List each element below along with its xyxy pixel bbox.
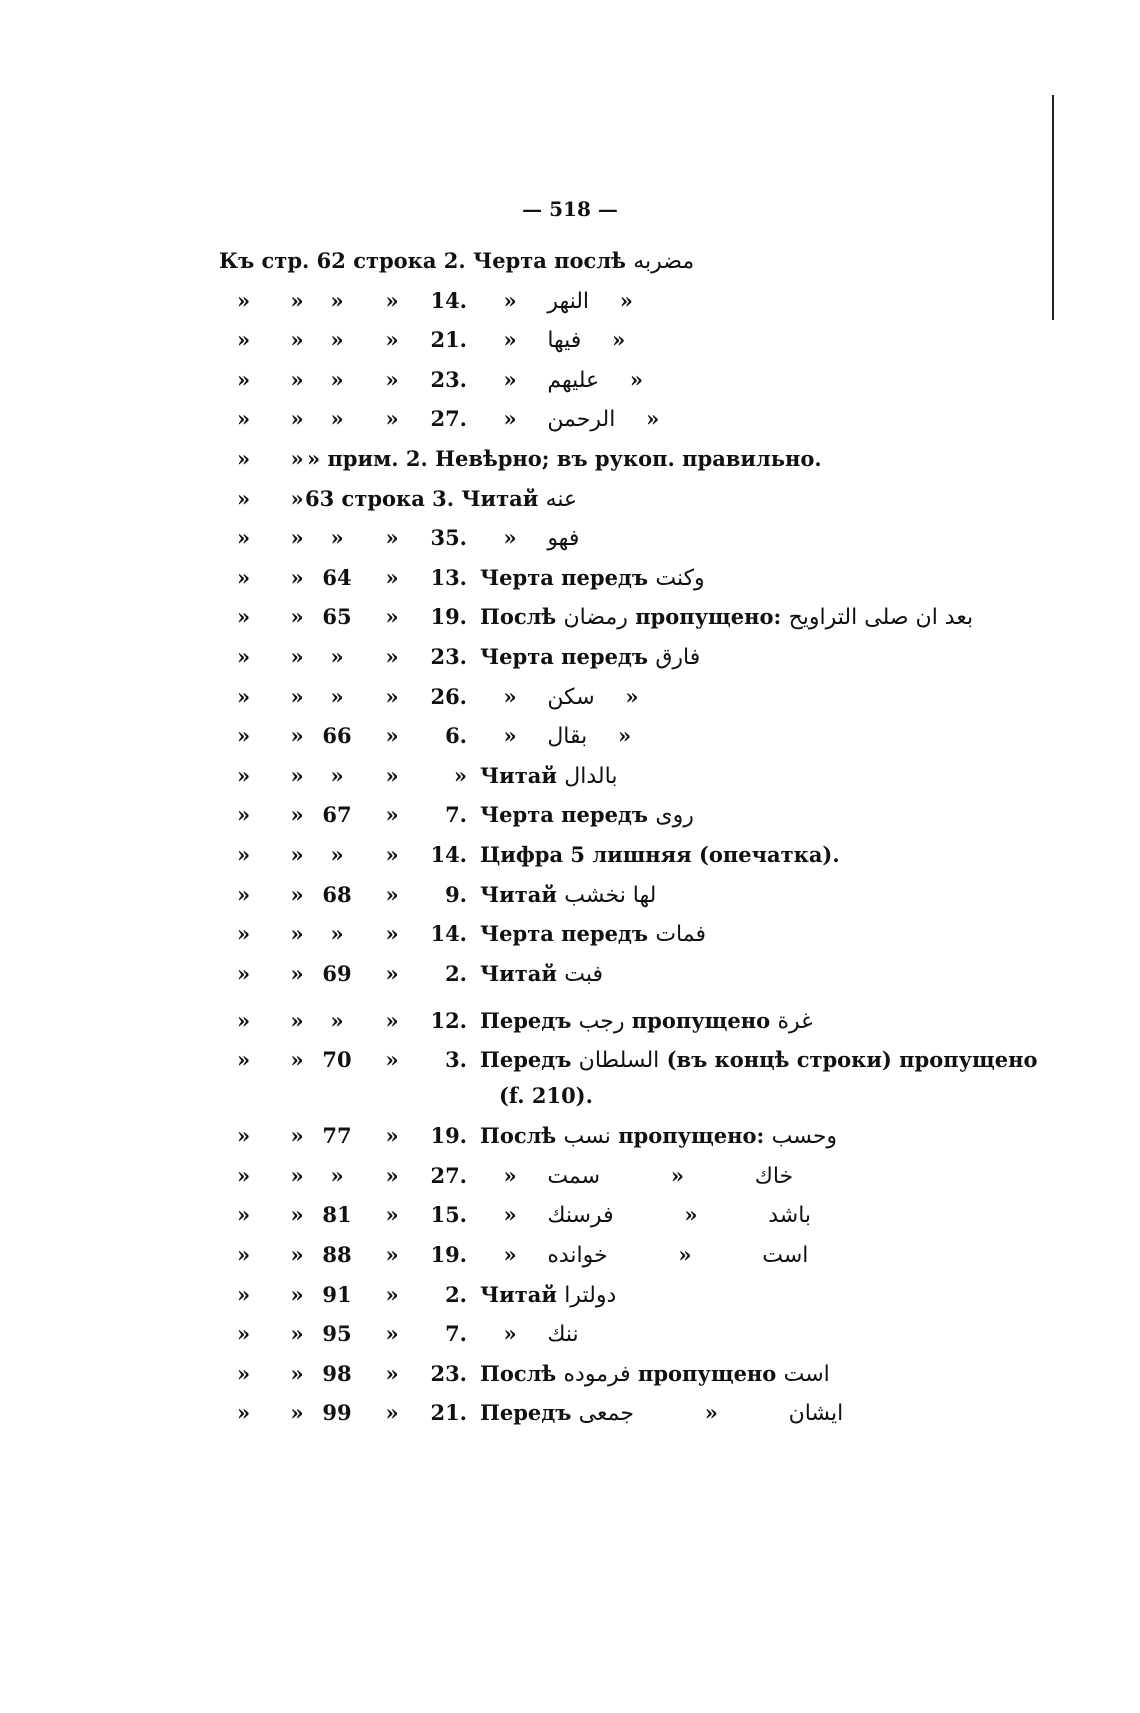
ditto-mark: » [385, 1047, 399, 1073]
arabic-word: رمضان [563, 605, 628, 631]
page-ref: » [330, 921, 344, 947]
ditto-mark: » [629, 366, 644, 392]
correction-label: (въ концѣ строки) пропущено [666, 1047, 1038, 1073]
correction-text [480, 644, 700, 670]
ditto-mark: » [503, 683, 517, 709]
page-ref: 66 [322, 723, 352, 749]
correction-text [307, 446, 822, 471]
correction-text [480, 1008, 813, 1034]
ditto-mark: » [290, 1047, 304, 1073]
ditto-mark: » [237, 564, 251, 590]
ditto-mark: » [290, 762, 304, 788]
errata-row [237, 525, 1017, 565]
page-ref: 99 [322, 1400, 352, 1426]
ditto-mark: » [503, 287, 517, 313]
ref-text: Къ стр. [219, 248, 310, 273]
line-number: 7. [445, 802, 467, 828]
arabic-word: فمات [655, 922, 706, 948]
ditto-mark: » [385, 960, 399, 986]
correction-text [480, 921, 706, 947]
ditto-mark: » [237, 762, 251, 788]
errata-row [237, 961, 1017, 1008]
ditto-mark: » [385, 604, 399, 630]
errata-list [219, 248, 1038, 1440]
ditto-mark: » [385, 406, 399, 432]
line-number: 21. [430, 1400, 467, 1426]
ditto-mark: » [625, 683, 639, 709]
line-number: 26. [430, 683, 467, 709]
ditto-mark: » [385, 327, 399, 353]
ditto-mark: » [237, 643, 251, 669]
page-ref: 70 [322, 1047, 352, 1073]
arabic-word: عنه [545, 486, 578, 512]
continuation-text: (f. 210). [499, 1083, 593, 1109]
ditto-mark: » [237, 683, 251, 709]
line-number: 9. [445, 881, 467, 907]
ditto-mark: » [385, 1162, 399, 1188]
arabic-word: خاك [754, 1163, 794, 1189]
correction-text [480, 723, 655, 749]
correction-label: Черта передъ [480, 643, 649, 669]
page-ref: 62 [316, 248, 346, 273]
arabic-word: است [783, 1361, 830, 1387]
correction-text [480, 1282, 616, 1308]
correction-label: Черта передъ [480, 564, 649, 590]
ditto-mark: » [290, 366, 304, 392]
line-number: 21. [430, 327, 467, 353]
arabic-word: خوانده [547, 1243, 608, 1269]
arabic-word: سكن [547, 684, 595, 710]
line-number: 19. [430, 604, 467, 630]
ditto-mark: » [385, 643, 399, 669]
errata-row [237, 288, 1017, 328]
ditto-mark: » [290, 683, 304, 709]
arabic-word: فرسنك [547, 1203, 614, 1229]
ditto-mark: » [385, 525, 399, 551]
ditto-mark: » [237, 841, 251, 867]
errata-row [237, 882, 1017, 922]
ditto-mark: » [237, 1007, 251, 1033]
ditto-mark: » [290, 802, 304, 828]
ditto-mark: » [237, 604, 251, 630]
ditto-mark: » [290, 1400, 304, 1426]
ditto-mark: » [290, 881, 304, 907]
ditto-mark: » [503, 525, 517, 551]
errata-row [237, 604, 1017, 644]
arabic-word: الرحمن [547, 407, 616, 433]
correction-label: Читай [480, 881, 557, 907]
line-number: 6. [445, 723, 467, 749]
ditto-mark: » [290, 525, 304, 551]
errata-row [237, 367, 1017, 407]
ditto-mark: » [237, 287, 251, 313]
correction-text [480, 1321, 579, 1347]
correction-text [480, 525, 579, 551]
correction-label: пропущено [637, 1360, 777, 1386]
ditto-mark: » [237, 1162, 251, 1188]
ditto-mark: » [237, 1047, 251, 1073]
ditto-mark: » [237, 445, 251, 471]
ditto-mark: » [290, 1007, 304, 1033]
page-ref: » [330, 643, 344, 669]
ditto-mark: » [503, 327, 517, 353]
errata-row [237, 486, 1017, 526]
page-ref: » [330, 525, 344, 551]
ditto-mark: » [290, 1242, 304, 1268]
ditto-mark: » [385, 683, 399, 709]
arabic-word: ايشان [788, 1401, 844, 1427]
line-number: » [453, 762, 467, 788]
correction-text [480, 684, 662, 710]
page-ref: 64 [322, 564, 352, 590]
errata-row [237, 446, 1017, 486]
ditto-mark: » [503, 723, 517, 749]
ditto-mark: » [237, 802, 251, 828]
correction-text [480, 327, 649, 353]
ditto-mark: » [619, 287, 633, 313]
errata-row [237, 684, 1017, 724]
line-number: 27. [430, 1162, 467, 1188]
ditto-mark: » [290, 1202, 304, 1228]
arabic-word: فبت [564, 961, 604, 987]
ditto-mark: » [237, 366, 251, 392]
correction-text [480, 802, 694, 828]
errata-row [237, 644, 1017, 684]
line-number: 12. [430, 1007, 467, 1033]
note-text: 63 строка 3. Читай [305, 485, 539, 511]
ditto-mark: » [618, 723, 632, 749]
ditto-mark: » [290, 1360, 304, 1386]
page-ref: » [330, 406, 344, 432]
ditto-mark: » [385, 762, 399, 788]
ditto-mark: » [385, 841, 399, 867]
arabic-word: عليهم [547, 367, 600, 393]
line-number: 27. [430, 406, 467, 432]
ditto-mark: » [678, 1242, 692, 1268]
ditto-mark: » [237, 485, 251, 511]
correction-label: Послѣ [480, 1123, 557, 1149]
note-text: прим. 2. Невѣрно; въ рукоп. правильно. [327, 445, 822, 471]
line-number: 23. [430, 643, 467, 669]
line-kind: строка [353, 248, 437, 273]
correction-text [480, 1123, 837, 1149]
arabic-word: بالدال [564, 763, 618, 789]
line-number: 13. [430, 564, 467, 590]
errata-row [237, 1321, 1017, 1361]
correction-text [305, 486, 577, 512]
correction-text [480, 763, 617, 789]
ditto-mark: » [612, 327, 626, 353]
line-number: 2. [445, 1281, 467, 1307]
arabic-word: باشد [768, 1203, 812, 1229]
correction-text [480, 1163, 793, 1189]
correction-text [480, 1400, 843, 1426]
errata-row [237, 1123, 1017, 1163]
correction-label: Послѣ [480, 1360, 557, 1386]
ditto-mark: » [385, 1242, 399, 1268]
arabic-word: النهر [547, 288, 590, 314]
ditto-mark: » [385, 1400, 399, 1426]
ditto-mark: » [237, 1321, 251, 1347]
page-ref: 81 [322, 1202, 352, 1228]
errata-row [237, 842, 1017, 882]
page-ref: 91 [322, 1281, 352, 1307]
ditto-mark: » [503, 406, 517, 432]
ditto-mark: » [385, 1281, 399, 1307]
margin-rule [1052, 95, 1054, 320]
errata-row [237, 763, 1017, 803]
ditto-mark: » [385, 1321, 399, 1347]
line-number: 15. [430, 1202, 467, 1228]
ditto-mark: » [385, 287, 399, 313]
page-ref: 68 [322, 881, 352, 907]
page-ref: 77 [322, 1123, 352, 1149]
correction-text: Черта послѣ [473, 248, 626, 273]
ditto-mark: » [385, 1123, 399, 1149]
correction-text [480, 1047, 1038, 1073]
ditto-mark: » [237, 960, 251, 986]
ditto-mark: » [503, 1321, 517, 1347]
arabic-word: فارق [655, 644, 701, 670]
correction-text [480, 882, 656, 908]
ditto-mark: » [290, 960, 304, 986]
ditto-mark: » [385, 564, 399, 590]
correction-label: Читай [480, 1281, 557, 1307]
errata-row [237, 1282, 1017, 1322]
ditto-mark: » [290, 406, 304, 432]
page-ref: » [330, 366, 344, 392]
errata-row [219, 248, 1017, 288]
correction-label: Читай [480, 960, 557, 986]
ditto-mark: » [684, 1202, 698, 1228]
correction-label: Передъ [480, 1007, 572, 1033]
ditto-mark: » [290, 723, 304, 749]
page-ref: » [330, 1162, 344, 1188]
arabic-word: وكنت [655, 565, 705, 591]
line-number: 35. [430, 525, 467, 551]
errata-row [237, 1163, 1017, 1203]
errata-row [237, 723, 1017, 763]
ditto-mark: » [237, 327, 251, 353]
page-ref: 98 [322, 1360, 352, 1386]
arabic-word: وحسب [771, 1124, 838, 1150]
arabic-word: السلطان [578, 1048, 660, 1074]
ref-label [219, 248, 694, 274]
arabic-word: نسب [563, 1124, 611, 1150]
line-number: 14. [430, 287, 467, 313]
arabic-word: لها نخشب [564, 882, 657, 908]
ditto-mark: » [385, 366, 399, 392]
correction-label: Черта передъ [480, 921, 649, 947]
arabic-word: فهو [547, 526, 580, 552]
ditto-mark: » [385, 921, 399, 947]
ditto-mark: » [290, 1123, 304, 1149]
arabic-word: مضربه [633, 249, 695, 274]
ditto-mark: » [237, 406, 251, 432]
ditto-mark: » [503, 366, 517, 392]
arabic-word: فيها [547, 328, 582, 354]
ditto-mark: » [237, 1281, 251, 1307]
ditto-mark: » [385, 1202, 399, 1228]
line-number: 23. [430, 366, 467, 392]
errata-row [237, 565, 1017, 605]
ditto-mark: » [503, 1162, 517, 1188]
ditto-mark: » [290, 643, 304, 669]
arabic-word: جمعى [578, 1401, 634, 1427]
line-number: 14. [430, 921, 467, 947]
errata-row [237, 1047, 1038, 1123]
line-number: 7. [445, 1321, 467, 1347]
line-number: 14. [430, 841, 467, 867]
ditto-mark: » [290, 485, 304, 511]
page-ref: » [330, 1007, 344, 1033]
page-ref: 65 [322, 604, 352, 630]
correction-text [480, 288, 656, 314]
correction-label: пропущено [631, 1007, 771, 1033]
ditto-mark: » [290, 1321, 304, 1347]
correction-text [480, 1202, 811, 1228]
arabic-word: رجب [578, 1008, 625, 1034]
ditto-mark: » [290, 1281, 304, 1307]
page-ref: » [330, 683, 344, 709]
correction-text [480, 565, 705, 591]
correction-label: пропущено: [618, 1123, 765, 1149]
line-number: 19. [430, 1123, 467, 1149]
ditto-mark: » [237, 1400, 251, 1426]
ditto-mark: » [385, 1360, 399, 1386]
ditto-mark: » [290, 921, 304, 947]
correction-text [480, 1242, 808, 1268]
ditto-mark: » [237, 1123, 251, 1149]
ditto-mark: » [385, 1007, 399, 1033]
errata-row [237, 1008, 1017, 1048]
ditto-mark: » [290, 445, 304, 471]
correction-text [480, 604, 973, 630]
correction-label: Послѣ [480, 604, 557, 630]
arabic-word: بقال [547, 724, 588, 750]
errata-row [237, 921, 1017, 961]
page-ref: 69 [322, 960, 352, 986]
line-number: 3. [445, 1047, 467, 1073]
correction-label: Передъ [480, 1400, 572, 1426]
ditto-mark: » [237, 881, 251, 907]
page-ref: » [330, 762, 344, 788]
arabic-word: دولترا [564, 1282, 617, 1308]
arabic-word: بعد ان صلى التراويح [788, 605, 974, 631]
ditto-mark: » [290, 327, 304, 353]
arabic-word: است [762, 1243, 809, 1269]
ditto-mark: » [237, 525, 251, 551]
ditto-mark: » [646, 406, 660, 432]
arabic-word: روى [655, 803, 694, 829]
line-number: 23. [430, 1360, 467, 1386]
ditto-mark: » [290, 287, 304, 313]
ditto-mark: » [237, 1360, 251, 1386]
ditto-mark: » [237, 1242, 251, 1268]
correction-text [480, 961, 603, 987]
ditto-mark: » [385, 881, 399, 907]
arabic-word: سمت [547, 1163, 601, 1189]
ditto-mark: » [290, 564, 304, 590]
errata-row [237, 1202, 1017, 1242]
correction-label: Передъ [480, 1047, 572, 1073]
line-number: 2. [445, 960, 467, 986]
correction-label: Черта передъ [480, 802, 649, 828]
correction-text [480, 367, 666, 393]
ditto-mark: » [237, 1202, 251, 1228]
page-number: — 518 — [522, 197, 618, 221]
ditto-mark: » [503, 1242, 517, 1268]
ditto-mark: » [385, 802, 399, 828]
arabic-word: فرموده [563, 1361, 631, 1387]
page-ref: 67 [322, 802, 352, 828]
errata-row [237, 1242, 1017, 1282]
page-ref: 95 [322, 1321, 352, 1347]
correction-text [480, 1361, 830, 1387]
errata-row [237, 1400, 1017, 1440]
errata-row [237, 327, 1017, 367]
errata-row [237, 406, 1017, 446]
correction-label: пропущено: [635, 604, 782, 630]
ditto-mark: » [237, 723, 251, 749]
arabic-word: ننك [547, 1322, 579, 1348]
line-number: 2. [443, 248, 466, 273]
errata-row [237, 1361, 1017, 1401]
page-ref: 88 [322, 1242, 352, 1268]
correction-text [480, 406, 683, 432]
arabic-word: غرة [777, 1008, 813, 1034]
ditto-mark: » [704, 1400, 718, 1426]
page-ref: » [330, 287, 344, 313]
correction-label: Цифра 5 лишняя (опечатка). [480, 841, 840, 867]
ditto-mark: » [290, 604, 304, 630]
correction-label: Читай [480, 762, 557, 788]
ditto-mark: » [290, 841, 304, 867]
page-ref: » [330, 841, 344, 867]
ditto-mark: » [290, 1162, 304, 1188]
ditto-mark: » [237, 921, 251, 947]
page-ref: » [330, 327, 344, 353]
ditto-mark: » [670, 1162, 684, 1188]
errata-row [237, 802, 1017, 842]
line-number: 19. [430, 1242, 467, 1268]
ditto-mark: » [503, 1202, 517, 1228]
correction-text [480, 842, 840, 867]
ditto-mark: » [385, 723, 399, 749]
ditto-mark: » [307, 445, 321, 471]
